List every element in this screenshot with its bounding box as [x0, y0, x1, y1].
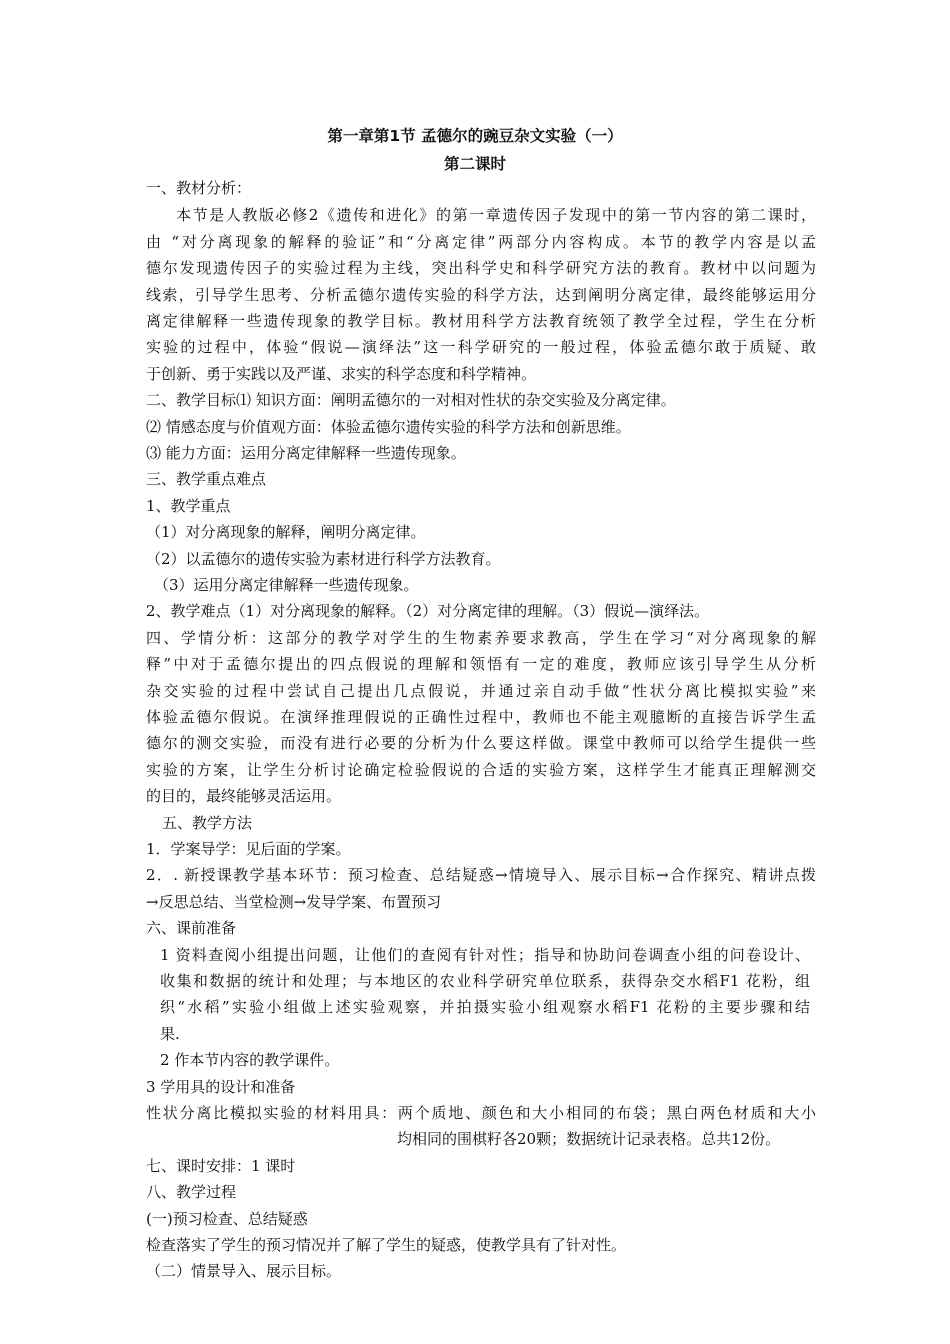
section-heading: 六、课前准备 [146, 919, 237, 937]
list-item: 2．. 新授课教学基本环节：预习检查、总结疑惑→情境导入、展示目标→合作探究、精讲点拨 [146, 866, 816, 884]
section-heading: 二、教学目标⑴ 知识方面：阐明孟德尔的一对相对性状的杂交实验及分离定律。 [146, 391, 676, 409]
subsection-heading: 2、教学难点（1）对分离现象的解释。（2）对分离定律的理解。（3）假说—演绎法。 [146, 602, 710, 620]
list-item: （2）以孟德尔的遗传实验为素材进行科学方法教育。 [146, 550, 501, 568]
section-heading: 五、教学方法 [162, 814, 253, 832]
subsection-heading: 1、教学重点 [146, 497, 231, 515]
paragraph-line: 的目的，最终能够灵活运用。 [146, 787, 342, 805]
paragraph-line: 德尔发现遗传因子的实验过程为主线，突出科学史和科学研究方法的教育。教材中以问题为 [146, 259, 816, 277]
paragraph-line: 实验的方案，让学生分析讨论确定检验假说的合适的实验方案，这样学生才能真正理解测交 [146, 761, 816, 779]
paragraph-line: 德尔的测交实验，而没有进行必要的分析为什么要这样做。课堂中教师可以给学生提供一些 [146, 734, 816, 752]
paragraph-line: ⑵ 情感态度与价值观方面：体验孟德尔遗传实验的科学方法和创新思维。 [146, 418, 631, 436]
list-item: 1 资料查阅小组提出问题，让他们的查阅有针对性；指导和协助问卷调查小组的问卷设计、 [160, 946, 810, 964]
paragraph-line: 实验的过程中，体验“假说—演绎法”这一科学研究的一般过程，体验孟德尔敢于质疑、敢 [146, 338, 816, 356]
subsection-heading: (一)预习检查、总结疑惑 [146, 1210, 308, 1228]
section-heading: 一、教材分析： [146, 179, 252, 197]
paragraph-line: 释”中对于孟德尔提出的四点假说的理解和领悟有一定的难度，教师应该引导学生从分析 [146, 655, 816, 673]
subsection-heading: （二）情景导入、展示目标。 [146, 1262, 342, 1280]
paragraph-line: 由 “对分离现象的解释的验证”和“分离定律”两部分内容构成。本节的教学内容是以孟 [146, 233, 816, 251]
paragraph-line: 性状分离比模拟实验的材料用具：两个质地、颜色和大小相同的布袋；黑白两色材质和大小 [146, 1104, 816, 1122]
section-heading: 四、学情分析：这部分的教学对学生的生物素养要求教高，学生在学习“对分离现象的解 [146, 629, 816, 647]
paragraph-line: 检查落实了学生的预习情况并了解了学生的疑惑，使教学具有了针对性。 [146, 1236, 627, 1254]
list-item: （3）运用分离定律解释一些遗传现象。 [154, 576, 419, 594]
paragraph-line: 均相同的围棋籽各20颗；数据统计记录表格。总共12份。 [397, 1130, 781, 1148]
list-item: 2 作本节内容的教学课件。 [160, 1051, 340, 1069]
document-title: 第一章第1节 孟德尔的豌豆杂文实验（一） [327, 127, 623, 145]
document-subtitle: 第二课时 [443, 155, 506, 173]
list-item: 1．学案导学：见后面的学案。 [146, 840, 351, 858]
section-heading: 七、课时安排：1 课时 [146, 1157, 296, 1175]
section-heading: 八、教学过程 [146, 1183, 237, 1201]
section-heading: 三、教学重点难点 [146, 470, 267, 488]
paragraph-line: 收集和数据的统计和处理；与本地区的农业科学研究单位联系，获得杂交水稻F1 花粉，组 [160, 972, 810, 990]
paragraph-line: 于创新、勇于实践以及严谨、求实的科学态度和科学精神。 [146, 365, 537, 383]
list-item: 3 学用具的设计和准备 [146, 1078, 296, 1096]
paragraph-line: 果. [160, 1025, 180, 1043]
paragraph-line: ⑶ 能力方面：运用分离定律解释一些遗传现象。 [146, 444, 466, 462]
paragraph-line: 织“水稻”实验小组做上述实验观察，并拍摄实验小组观察水稻F1 花粉的主要步骤和结 [160, 998, 810, 1016]
paragraph-line: 体验孟德尔假说。在演绎推理假说的正确性过程中，教师也不能主观臆断的直接告诉学生孟 [146, 708, 816, 726]
paragraph-line: 本节是人教版必修2《遗传和进化》的第一章遗传因子发现中的第一节内容的第二课时， [176, 206, 816, 224]
paragraph-line: 离定律解释一些遗传现象的教学目标。教材用科学方法教育统领了教学全过程，学生在分析 [146, 312, 816, 330]
paragraph-line: →反思总结、当堂检测→发导学案、布置预习 [146, 893, 442, 911]
paragraph-line: 杂交实验的过程中尝试自己提出几点假说，并通过亲自动手做“性状分离比模拟实验”来 [146, 682, 816, 700]
paragraph-line: 线索，引导学生思考、分析孟德尔遗传实验的科学方法，达到阐明分离定律，最终能够运用分 [146, 286, 816, 304]
list-item: （1）对分离现象的解释，阐明分离定律。 [146, 523, 426, 541]
